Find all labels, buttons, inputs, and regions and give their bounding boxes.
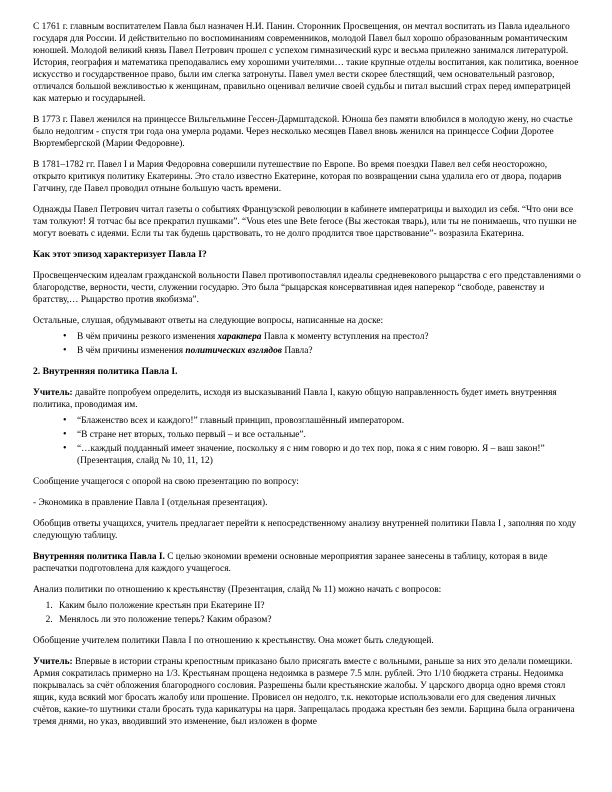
- inner-policy-text: С целью экономии времени основные мероприятия заранее занесены в таблицу, которая в виде распечатки подготовлена для каждого учащегося.: [33, 552, 548, 574]
- list-item: • “В стране нет вторых, только первый – и все остальные”.: [63, 429, 581, 441]
- list-item: [63, 443, 581, 467]
- paragraph-panin: С 1761 г. главным воспитателем Павла был назначен Н.И. Панин. Сторонник Просвещения, он мечтал воспитать из Павла идеального государя для России. И действительно по воспоминаниям современников, молодой Павел был хорошо образованным романтическим юношей. Молодой великий князь Павел Петрович прошел с успехом гимназический курс и весьма прилежно занимался литературой. История, география и математика преподавались ему хорошими учителями… такие крупные отделы воспитания, как политика, военное искусство и государственное право, были им слегка затронуты. Павел умел вести скорее блестящий, чем основательный разговор, отличался большой вежливостью к женщинам, правильно оценивал величие своей судьбы и питал высший страх перед императрицей как матерью и государыней.: [33, 22, 579, 104]
- paragraph-europe-trip: В 1781–1782 гг. Павел I и Мария Федоровна совершили путешествие по Европе. Во время поездки Павел вел себя неосторожно, открыто критикуя политику Екатерины. Это стало известно Екатерине, которая по возвращении сына удалила его от двора, подарив Гатчину, где Павел проводил отныне большую часть времени.: [33, 160, 562, 194]
- paragraph-economy: - Экономика в правление Павла I (отдельная презентация).: [33, 498, 268, 508]
- question-emphasis: политических взглядов: [185, 346, 282, 356]
- question-text: В чём причины резкого изменения: [77, 332, 218, 342]
- question-emphasis: характера: [217, 332, 262, 342]
- document-content: [33, 21, 581, 737]
- paragraph-teacher-summary: Обобщение учителем политики Павла I по отношению к крестьянству. Она может быть следующей.: [33, 636, 434, 646]
- paragraph-french-revolution: Однажды Павел Петрович читал газеты о событиях Французской революции в кабинете императрицы и выходил из себя. “Что они все там толкуют! Я тотчас бы все прекратил пушками”. “Vous etes une Bete feroce (Вы жестокая тварь), или ты не понимаешь, что пушки не могут воевать с идеями. Если ты так будешь царствовать, то не долго продлится твое царствование”- возразила Екатерина.: [33, 205, 577, 239]
- question-text: В чём причины изменения: [77, 346, 186, 356]
- teacher-label: Учитель:: [33, 657, 73, 667]
- teacher-label: Учитель:: [33, 388, 73, 398]
- list-item: [63, 345, 581, 357]
- board-questions-list: [33, 331, 581, 357]
- paragraph-summary-table: Обобщив ответы учащихся, учитель предлагает перейти к непосредственному анализу внутренней политики Павла I , заполняя по ходу следующую таблицу.: [33, 519, 577, 541]
- paragraph-board-questions: Остальные, слушая, обдумывают ответы на следующие вопросы, написанные на доске:: [33, 316, 384, 326]
- teacher-text: давайте попробуем определить, исходя из высказываний Павла I, какую общую направленность будет иметь внутренняя политика, проводимая им.: [33, 388, 557, 410]
- question-text: Павла?: [281, 346, 313, 356]
- paragraph-marriage: В 1773 г. Павел женился на принцессе Вильгельмине Гессен-Дармштадской. Юноша без памяти влюбился в молодую жену, но счастье было недолгим - спустя три года она умерла родами. Через несколько месяцев Павел вновь женился на принцессе Софии Доротее Вюртембергской (Марии Федоровне).: [33, 115, 573, 149]
- list-item: 2. Менялось ли это положение теперь? Каким образом?: [55, 614, 581, 626]
- list-item: • “Блаженство всех и каждого!” главный принцип, провозглашённый императором.: [63, 415, 581, 427]
- paragraph-student-report: Сообщение учащегося с опорой на свою презентацию по вопросу:: [33, 477, 299, 487]
- paragraph-peasant-analysis: Анализ политики по отношению к крестьянству (Презентация, слайд № 11) можно начать с вопросов:: [33, 585, 442, 595]
- paragraph-knighthood: Просвещенческим идеалам гражданской вольности Павел противопоставлял идеалы средневекового рыцарства с его представлениями о благородстве, верности, чести, служении государю. Это была “рыцарская консервативная идея наперекор “свободе, равенству и братству,… Рыцарство против якобизма”.: [33, 271, 581, 305]
- quote-reference: (Презентация, слайд № 10, 11, 12): [77, 456, 213, 466]
- question-text: Павла к моменту вступления на престол?: [261, 332, 429, 342]
- episode-question-heading: Как этот эпизод характеризует Павла I?: [33, 249, 207, 260]
- teacher-text: Впервые в истории страны крепостным приказано было присягать вместе с вольными, раньше за них это делали помещики. Армия сократилась примерно на 1/3. Крестьянам прощена недоимка в размере 7.5 млн. рублей. Это 1/10 бюджета страны. Недоимка покрывалась за счёт обложения благородного сословия. Разрешены были крестьянские жалобы. У царского дворца одно время стоял ящик, куда всякий мог бросать жалобу или прошение. Провисел он недолго, т.к. некоторые использовали его для сведения личных счётов, какие-то шутники стали бросать туда карикатуры на царя. Запрещалась продажа крестьян без земли. Барщина была ограничена тремя днями, но указ, вводивший это изменение, был изложен в форме: [33, 657, 575, 727]
- peasant-questions-list: [33, 600, 581, 626]
- paragraph-teacher-intro: [33, 387, 581, 411]
- quotes-list: [33, 415, 581, 467]
- list-item: [63, 331, 581, 343]
- inner-policy-label: Внутренняя политика Павла I.: [33, 552, 165, 562]
- paragraph-inner-policy: [33, 551, 581, 575]
- section-heading: 2. Внутренняя политика Павла I.: [33, 366, 178, 377]
- list-item: 1. Каким было положение крестьян при Екатерине II?: [55, 600, 581, 612]
- quote-text: “…каждый подданный имеет значение, поскольку я с ним говорю и до тех пор, пока я с ним говорю. Я – ваш закон!”: [77, 444, 545, 454]
- paragraph-teacher-peasants: [33, 656, 581, 728]
